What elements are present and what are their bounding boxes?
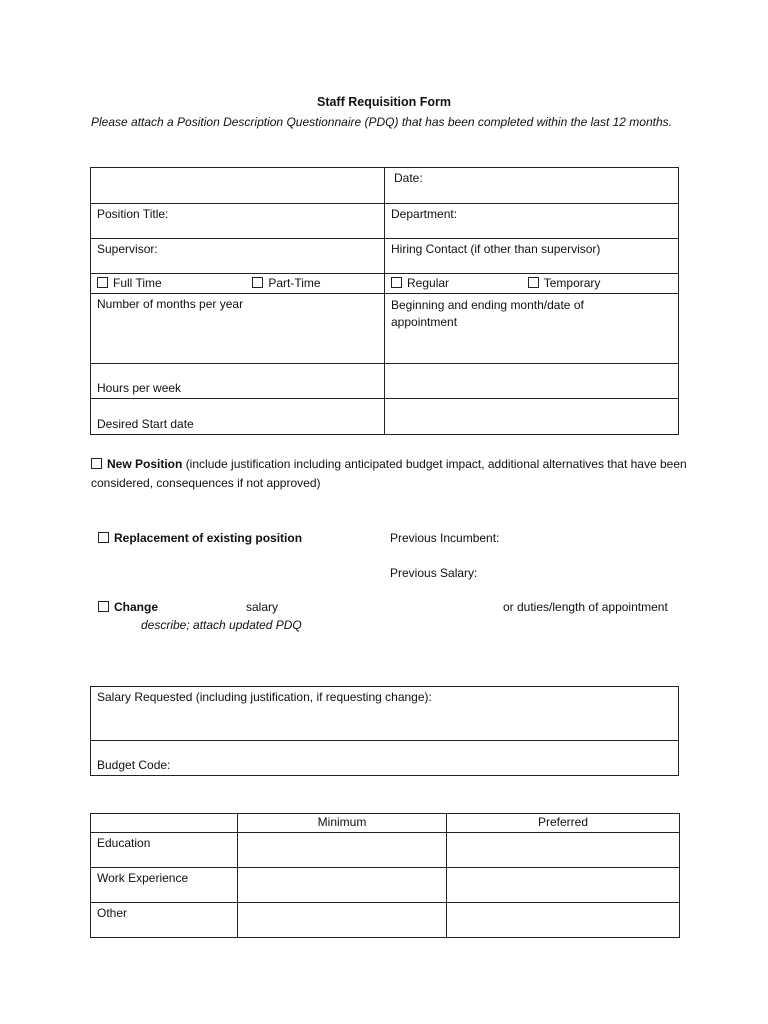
regular-checkbox[interactable]	[391, 277, 402, 288]
previous-salary-label: Previous Salary:	[390, 566, 478, 580]
part-time-label: Part-Time	[268, 276, 321, 290]
temporary-checkbox[interactable]	[528, 277, 539, 288]
other-minimum-cell[interactable]	[238, 903, 447, 938]
change-describe-text: describe; attach updated PDQ	[141, 618, 302, 632]
hiring-contact-label: Hiring Contact (if other than supervisor)	[391, 242, 601, 256]
row-label-education: Education	[91, 833, 238, 868]
work-experience-minimum-cell[interactable]	[238, 868, 447, 903]
replacement-section	[98, 531, 302, 545]
salary-requested-cell[interactable]	[91, 687, 679, 741]
new-position-checkbox[interactable]	[91, 458, 102, 469]
temporary-label: Temporary	[543, 276, 601, 290]
hours-per-week-label: Hours per week	[97, 381, 182, 395]
table-row	[91, 868, 680, 903]
months-per-year-cell[interactable]	[91, 294, 385, 364]
row-label-other: Other	[91, 903, 238, 938]
position-title-cell[interactable]	[91, 204, 385, 239]
department-label: Department:	[391, 207, 458, 221]
header-blank	[91, 814, 238, 833]
regular-label: Regular	[407, 276, 450, 290]
header-minimum: Minimum	[238, 814, 447, 833]
supervisor-label: Supervisor:	[97, 242, 158, 256]
department-cell[interactable]	[385, 204, 679, 239]
change-label: Change	[114, 600, 159, 614]
appointment-type-cell	[385, 274, 679, 294]
table-row	[91, 833, 680, 868]
date-label: Date:	[394, 171, 423, 185]
salary-requested-label: Salary Requested (including justification, if requesting change):	[97, 690, 432, 704]
change-section	[98, 600, 158, 614]
replacement-label: Replacement of existing position	[114, 531, 303, 545]
date-cell[interactable]	[385, 168, 679, 204]
qualifications-table	[90, 813, 680, 938]
position-title-label: Position Title:	[97, 207, 169, 221]
supervisor-cell[interactable]	[91, 239, 385, 274]
blank-cell[interactable]	[91, 168, 385, 204]
header-preferred: Preferred	[447, 814, 680, 833]
full-time-checkbox[interactable]	[97, 277, 108, 288]
appointment-dates-label: Beginning and ending month/date of appointment	[391, 298, 584, 329]
work-experience-preferred-cell[interactable]	[447, 868, 680, 903]
hours-value-cell[interactable]	[385, 364, 679, 399]
hours-per-week-cell[interactable]	[91, 364, 385, 399]
start-date-value-cell[interactable]	[385, 399, 679, 435]
start-date-cell[interactable]	[91, 399, 385, 435]
education-preferred-cell[interactable]	[447, 833, 680, 868]
change-checkbox[interactable]	[98, 601, 109, 612]
months-per-year-label: Number of months per year	[97, 297, 244, 311]
change-duties-text: or duties/length of appointment	[503, 600, 668, 614]
budget-code-label: Budget Code:	[97, 758, 171, 772]
appointment-dates-cell[interactable]	[385, 294, 679, 364]
intro-instructions: Please attach a Position Description Questionnaire (PDQ) that has been completed within the last 12 months.	[91, 115, 672, 129]
full-time-label: Full Time	[113, 276, 162, 290]
new-position-description: (include justification including anticipated budget impact, additional alternatives that have been considered, consequences if not approved)	[91, 457, 687, 490]
form-title: Staff Requisition Form	[316, 95, 452, 109]
new-position-label: New Position	[107, 457, 183, 471]
row-label-work-experience: Work Experience	[91, 868, 238, 903]
salary-table	[90, 686, 679, 776]
previous-incumbent-label: Previous Incumbent:	[390, 531, 500, 545]
hiring-contact-cell[interactable]	[385, 239, 679, 274]
new-position-section	[91, 455, 691, 493]
budget-code-cell[interactable]	[91, 741, 679, 776]
change-salary-text: salary	[246, 600, 279, 614]
position-details-table	[90, 167, 679, 435]
replacement-checkbox[interactable]	[98, 532, 109, 543]
education-minimum-cell[interactable]	[238, 833, 447, 868]
other-preferred-cell[interactable]	[447, 903, 680, 938]
employment-type-cell	[91, 274, 385, 294]
part-time-checkbox[interactable]	[252, 277, 263, 288]
table-row	[91, 903, 680, 938]
start-date-label: Desired Start date	[97, 417, 194, 431]
